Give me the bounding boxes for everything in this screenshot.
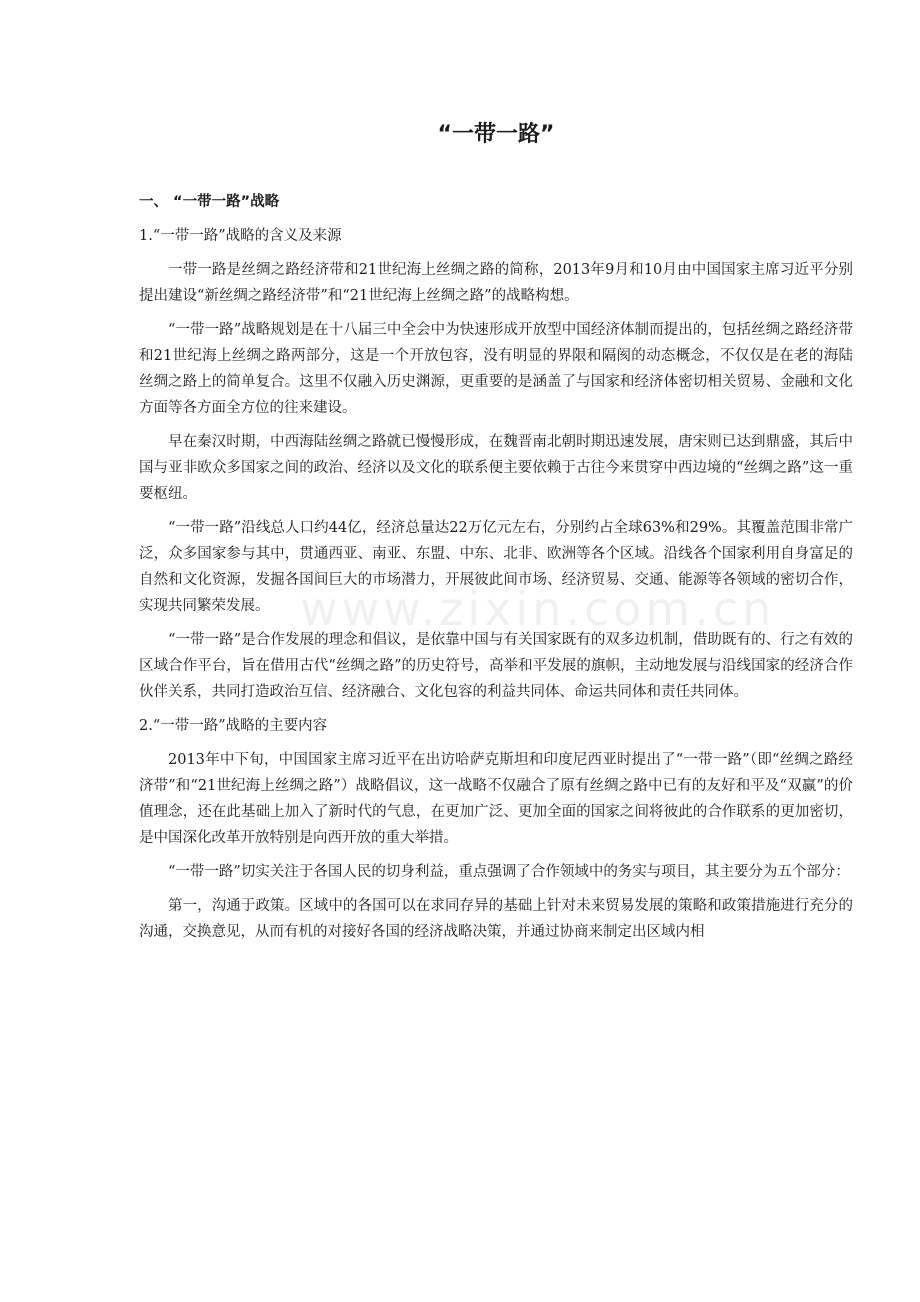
- subsection-heading-1: 1.“一带一路”战略的含义及来源: [139, 228, 342, 244]
- paragraph: “一带一路”切实关注于各国人民的切身利益，重点强调了合作领域中的务实与项目，其主要分为五个部分：: [168, 864, 850, 880]
- document-title: “一带一路”: [437, 122, 555, 147]
- paragraph: “一带一路”战略规划是在十八届三中全会中为快速形成开放型中国经济体制而提出的，包括丝绸之路经济带和21世纪海上丝绸之路两部分，这是一个开放包容，没有明显的界限和隔阂的动态概念，不仅仅是在老的海陆丝绸之路上的简单复合。这里不仅融入历史渊源，更重要的是涵盖了与国家和经济体密切相关贸易、金融和文化方面等各方面全方位的往来建设。: [139, 322, 853, 416]
- paragraph: 第一，沟通于政策。区域中的各国可以在求同存异的基础上针对未来贸易发展的策略和政策措施进行充分的沟通，交换意见，从而有机的对接好各国的经济战略决策，并通过协商来制定出区域内相: [139, 898, 853, 940]
- document-body: [139, 189, 853, 953]
- section-heading-1: 一、 “一带一路”战略: [139, 194, 280, 210]
- paragraph: “一带一路”沿线总人口约44亿，经济总量达22万亿元左右，分别约占全球63%和29%。其覆盖范围非常广泛，众多国家参与其中，贯通西亚、南亚、东盟、中东、北非、欧洲等各个区域。沿线各个国家利用自身富足的自然和文化资源，发掘各国间巨大的市场潜力，开展彼此间市场、经济贸易、交通、能源等各领域的密切合作，实现共同繁荣发展。: [139, 520, 853, 614]
- paragraph: 早在秦汉时期，中西海陆丝绸之路就已慢慢形成，在魏晋南北朝时期迅速发展，唐宋则已达到鼎盛，其后中国与亚非欧众多国家之间的政治、经济以及文化的联系便主要依赖于古往今来贯穿中西边境的“丝绸之路”这一重要枢纽。: [139, 434, 853, 502]
- paragraph: 一带一路是丝绸之路经济带和21世纪海上丝绸之路的简称，2013年9月和10月由中国国家主席习近平分别提出建设“新丝绸之路经济带”和“21世纪海上丝绸之路”的战略构想。: [139, 262, 853, 304]
- paragraph: “一带一路”是合作发展的理念和倡议，是依靠中国与有关国家既有的双多边机制，借助既有的、行之有效的区域合作平台，旨在借用古代“丝绸之路”的历史符号，高举和平发展的旗帜，主动地发展与沿线国家的经济合作伙伴关系，共同打造政治互信、经济融合、文化包容的利益共同体、命运共同体和责任共同体。: [139, 632, 853, 700]
- paragraph: 2013年中下旬，中国国家主席习近平在出访哈萨克斯坦和印度尼西亚时提出了“一带一路”（即“丝绸之路经济带”和“21世纪海上丝绸之路”）战略倡议，这一战略不仅融合了原有丝绸之路中已有的友好和平及“双赢”的价值理念，还在此基础上加入了新时代的气息，在更加广泛、更加全面的国家之间将彼此的合作联系的更加密切，是中国深化改革开放特别是向西开放的重大举措。: [139, 752, 853, 846]
- subsection-heading-2: 2.“一带一路”战略的主要内容: [139, 718, 328, 734]
- watermark: www.zixin.com.cn: [300, 582, 776, 636]
